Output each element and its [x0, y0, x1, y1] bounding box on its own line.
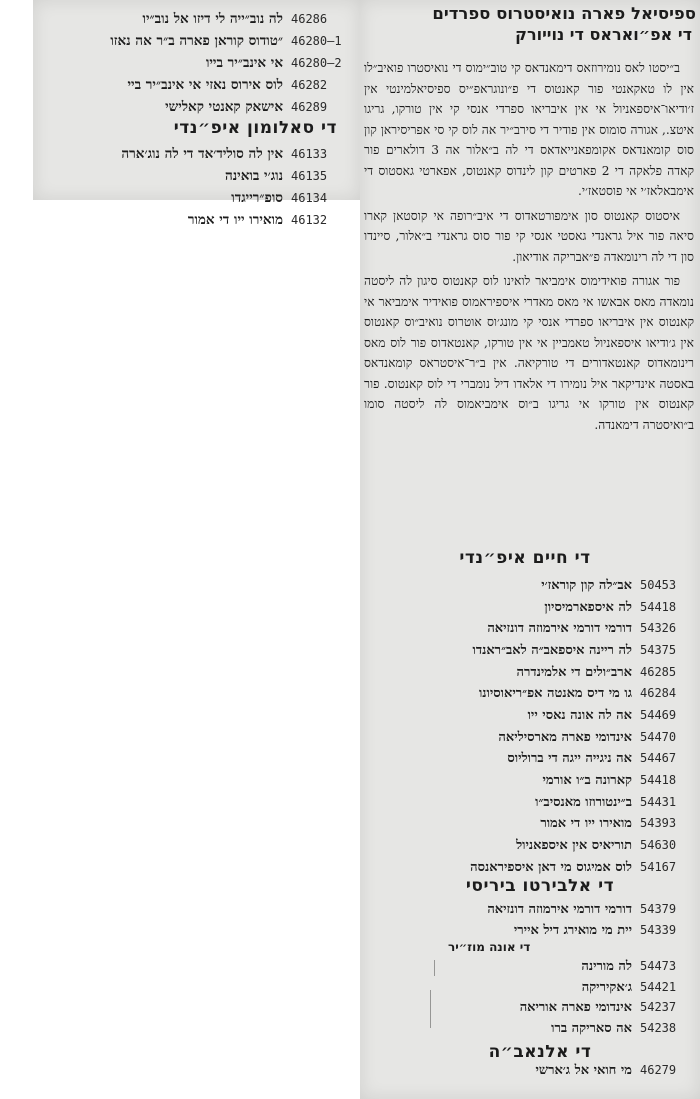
- artist-heading: די סאלומון איפ״נדי: [173, 118, 337, 138]
- catalog-number: 46284: [640, 686, 677, 701]
- catalog-number: 46133: [291, 147, 328, 161]
- song-title: גו מי דיס מאנטה אפ״ריאוסיונו: [478, 686, 632, 702]
- list-item: [37, 8, 343, 30]
- catalog-number: 54393: [640, 816, 677, 831]
- list-item: [362, 596, 692, 618]
- list-item: [362, 997, 692, 1018]
- song-title: אה סאריקה ברו: [551, 1020, 632, 1036]
- artist-heading: די חיים איפ״נדי: [459, 548, 591, 568]
- song-title: אישאק קאנטי קאלישי: [165, 99, 283, 115]
- list-item: [37, 30, 343, 52]
- catalog-number: 46280—1: [291, 34, 342, 48]
- headline: ספיסיאל פארה נואיסטרוס ספרדים: [432, 4, 696, 23]
- catalog-number: 54326: [640, 621, 677, 636]
- catalog-number: 54470: [640, 729, 677, 744]
- catalog-number: 54418: [640, 773, 677, 788]
- catalog-number: 46135: [291, 169, 328, 183]
- paper-scratch: [430, 990, 431, 1028]
- catalog-number: 54469: [640, 707, 677, 722]
- list-item: [37, 187, 343, 209]
- song-title: ג׳אקיריקה: [581, 979, 632, 995]
- catalog-number: 46134: [291, 191, 328, 205]
- catalog-number: 46286: [291, 12, 328, 26]
- hayim-listing: [470, 574, 692, 878]
- song-title: ״טודוס קוראן פארה ב״ר אה נאזו: [110, 33, 283, 49]
- catalog-number: 46285: [640, 664, 677, 679]
- catalog-number: 46280—2: [291, 56, 342, 70]
- catalog-number: 46289: [291, 100, 328, 114]
- list-item: [362, 748, 692, 770]
- song-title: דורמי דורמי אירמוזה דונזיאה: [487, 901, 632, 917]
- song-title: מואירו ייו די אמור: [187, 212, 283, 228]
- song-title: אין לה סוליד׳אד די לה נוג׳ארה: [121, 146, 283, 162]
- list-item: [362, 977, 692, 998]
- catalog-number: 54467: [640, 751, 677, 766]
- catalog-number: 54339: [640, 922, 677, 937]
- song-title: אה לה אונה נאסי ייו: [527, 707, 632, 723]
- list-item: [362, 682, 692, 704]
- song-title: אי אינב״יר בייו: [205, 55, 283, 71]
- intro-text: [364, 58, 694, 439]
- song-title: סופ״רייגדו: [231, 190, 283, 206]
- catalog-number: 54375: [640, 642, 677, 657]
- song-title: תוריאיס אין איספאניול: [516, 838, 632, 854]
- artist-heading: די אלנאב״ה: [488, 1042, 592, 1062]
- song-title: יית מי מואירג דיל איירי: [513, 922, 632, 938]
- artist-heading: די אלבירטו ביריסי: [465, 876, 615, 896]
- list-item: [362, 898, 692, 919]
- song-title: נוג׳י בואינה: [225, 168, 283, 184]
- catalog-number: 54167: [640, 859, 677, 874]
- list-item: [37, 96, 343, 118]
- list-item: [362, 617, 692, 639]
- song-title: מואירו ייו די אמור: [540, 816, 632, 832]
- list-item: [37, 143, 343, 165]
- catalog-number: 46132: [291, 213, 328, 227]
- song-title: ב״ינטורוזו מאנסיב״ו: [535, 794, 632, 810]
- list-item: [362, 919, 692, 940]
- alberto-listing-2: [362, 956, 692, 1038]
- song-title: מי חואי אל ג׳ארשי: [535, 1063, 632, 1078]
- top-clipping: [33, 0, 360, 228]
- list-item: [362, 1062, 692, 1078]
- song-title: אינדומי פארה מארסיליאה: [498, 729, 632, 745]
- list-item: [362, 1018, 692, 1039]
- list-item: [362, 639, 692, 661]
- list-item: [362, 574, 692, 596]
- song-title: אב״לה קון קוראז׳י: [541, 577, 632, 593]
- paper-scratch: [434, 960, 435, 976]
- catalog-number: 46282: [291, 78, 328, 92]
- subheadline: די אפ״ואראס די נוייורק: [515, 25, 692, 44]
- song-title: דורמי דורמי אירמוזה דונזיאה: [487, 621, 632, 637]
- list-item: [362, 856, 692, 878]
- catalog-number: 50453: [640, 577, 677, 592]
- top-listing: [37, 8, 343, 231]
- section-subtitle: די אונה מוז״יר: [448, 940, 531, 954]
- list-item: [362, 704, 692, 726]
- song-title: לוס אמיגוס מי דאן איספיראנסה: [470, 859, 632, 875]
- alnabe-listing: [362, 1062, 692, 1078]
- song-title: לוס אירוס נאזי אי אינב״יר ביי: [127, 77, 283, 93]
- catalog-number: 54630: [640, 838, 677, 853]
- catalog-number: 54421: [640, 979, 677, 994]
- list-item: [362, 726, 692, 748]
- advertisement-header: [364, 4, 696, 44]
- catalog-number: 54418: [640, 599, 677, 614]
- list-item: [37, 209, 343, 231]
- list-item: [37, 52, 343, 74]
- song-title: קארונה ב״ו אורמי: [542, 773, 632, 789]
- list-item: [362, 813, 692, 835]
- song-title: לה ריינה איספאב״ה לאב״ראנדו: [472, 642, 632, 658]
- list-item: [362, 791, 692, 813]
- paragraph: איסטוס קאנטוס סון אימפורטאדוס די איב״רופה אי קוסטאן קארו סיאה פור איל גראנדי גאסטי אנסי קי פור סוס גראנדי ב״אלור, סיינדו סון די לה רינומאדה פ״אבריקה אודיאון.: [364, 208, 694, 264]
- list-item: [362, 661, 692, 683]
- list-item: [37, 74, 343, 96]
- list-item: [362, 769, 692, 791]
- list-item: [362, 834, 692, 856]
- catalog-number: 54379: [640, 901, 677, 916]
- catalog-number: 54237: [640, 1000, 677, 1015]
- main-clipping: [360, 0, 700, 1099]
- alberto-listing: [362, 898, 692, 940]
- song-title: אה ניגייה ייגה די ברוליוס: [507, 751, 632, 767]
- song-title: לה מורינה: [581, 959, 632, 975]
- catalog-number: 54473: [640, 959, 677, 974]
- list-item: [37, 165, 343, 187]
- paragraph: ב״יסטו לאס נומירוזאס דימאנדאס קי טוב״ימוס די נואיסטרו פואיב״לו אין לו טאקאנטי פור קאנטוס די פ״ונוגראפ״יס ספיסיאלמינטי אין ז׳ודיאו־איספאניול אי אין איבריאו ספרדי אנסי קי אין טורקו, גריגו איטצ., אגורה סומוס אין פודיר די סירב״יר אה לוס קי סי אפריסיראן קון סוס קומאנדאס אקומפאנייאדאס די לה ב״אלור אה 3 דולארים פור קאדה פלאקה די 2 פארטים קון לינדוס קאנטוס, אפארטי גאסטוס די אימבאלאז׳י אי פוסטאז׳י.: [364, 61, 694, 198]
- catalog-number: 46279: [640, 1063, 677, 1077]
- catalog-number: 54431: [640, 794, 677, 809]
- song-title: לה איספארמיסיון: [544, 599, 632, 615]
- catalog-number: 54238: [640, 1020, 677, 1035]
- song-title: לה נוב״ייה לי דיזו אל נוב״יו: [142, 11, 283, 27]
- list-item: [362, 956, 692, 977]
- song-title: אינדומי פארה אוריאה: [519, 1000, 632, 1016]
- song-title: ארב״ולים די אלמינדרה: [516, 664, 632, 680]
- paragraph: פור אגורה פואידימוס אימביאר לואינו לוס קאנטוס סיגון לה ליסטה נומאדה מאס אבאשו אי מאס מאדרי איספיראמוס פואידיר אימביאר אי קאנטוס אין איבריאו ספרדי אנסי קי מונג׳וס אוטרוס נואיב״וס קאנטוס אין ג׳ודיאו איספאניול טאמביין אי אין טורקו, קאנטאדוס פור לוס מאס רינומאדוס קאנטאדורים די טורקיאה. אין ב״ר־איסטראס קומאנדאס באסטה אינדיקאר איל נומירו די אלאדו דיל נומברי די לוס קאנטוס. פור קאנטוס אין טורקו אי גריגו ב״וס אימביאמוס לה ליסטה סומו ב״ואיסטרה דימאנדה.: [364, 274, 694, 432]
